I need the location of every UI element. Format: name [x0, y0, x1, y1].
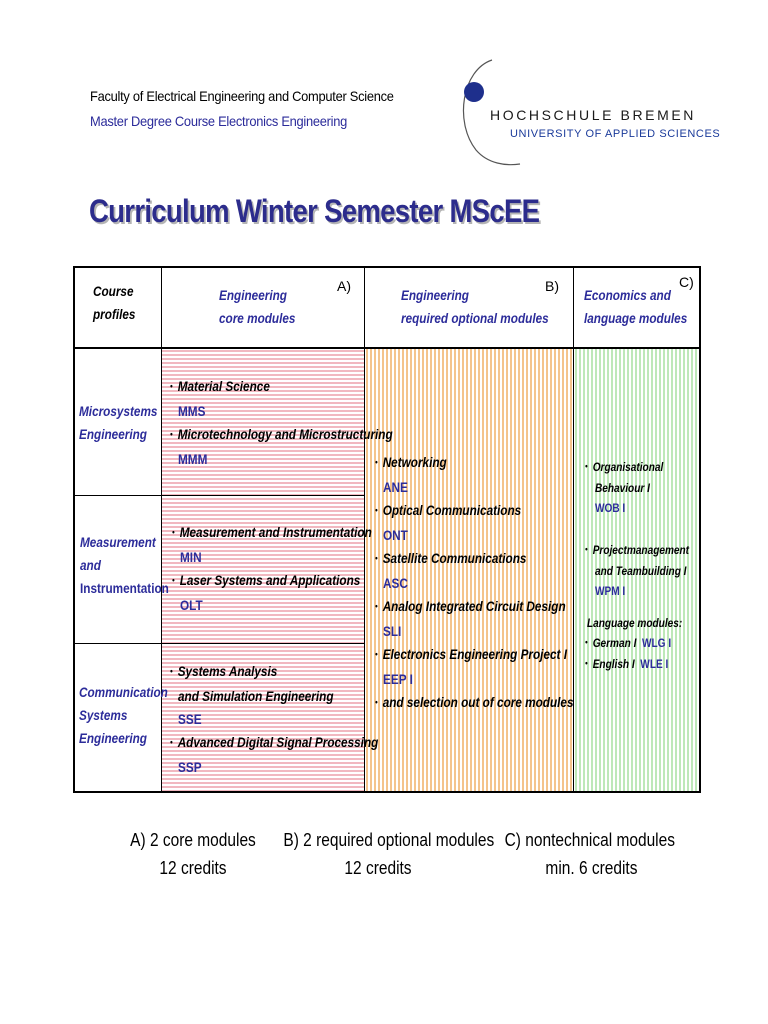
- legend-b: B) 2 required optional modules 12 credits: [283, 830, 495, 878]
- profile-measurement: Measurement and Instrumentation: [80, 534, 169, 596]
- university-logo: [456, 52, 721, 170]
- row-divider-2: [73, 643, 364, 644]
- core-modules-microsystems: • Material Science MMS • Microtechnology and Microstructuring MMM: [170, 378, 393, 467]
- core-modules-measurement: • Measurement and Instrumentation MIN • Laser Systems and Applications OLT: [172, 524, 372, 613]
- course-name: Master Degree Course Electronics Engineering: [90, 113, 348, 129]
- legend-a: A) 2 core modules 12 credits: [130, 830, 256, 878]
- header-divider: [73, 347, 701, 349]
- table-border-left: [73, 266, 75, 793]
- optional-modules-list: • Networking ANE • Optical Communications ONT • Satellite Communications ASC • Analog Integrated Circuit Design SLI • Electronics Engineering Project I EEP I • and selection out of core modules: [375, 454, 574, 710]
- table-border-top: [73, 266, 701, 268]
- legend-c: C) nontechnical modules min. 6 credits: [504, 830, 675, 878]
- page-title: Curriculum Winter Semester MScEE: [89, 193, 540, 229]
- course-profiles-header: Course profiles: [93, 283, 136, 322]
- logo-name: HOCHSCHULE BREMEN: [490, 107, 696, 123]
- economics-modules-header: Economics and language modules: [584, 287, 688, 326]
- label-b: B): [545, 278, 559, 294]
- curriculum-table: [73, 266, 701, 793]
- core-modules-header: Engineering core modules: [219, 287, 296, 326]
- economics-modules-list: • Organisational Behaviour I WOB I • Projectmanagement and Teambuilding I WPM I Language modules: • German I WLG I • English I WLE I: [585, 460, 690, 671]
- core-modules-communication: • Systems Analysis and Simulation Engineering SSE • Advanced Digital Signal Processing SSP: [170, 663, 379, 775]
- logo-subtitle: UNIVERSITY OF APPLIED SCIENCES: [510, 128, 721, 140]
- profile-communication: Communication Systems Engineering: [79, 684, 168, 746]
- table-border-bottom: [73, 791, 701, 793]
- profile-microsystems: Microsystems Engineering: [79, 403, 158, 442]
- label-c: C): [679, 274, 694, 290]
- row-divider-1: [73, 495, 364, 496]
- optional-modules-header: Engineering required optional modules: [401, 287, 549, 326]
- label-a: A): [337, 278, 351, 294]
- faculty-name: Faculty of Electrical Engineering and Computer Science: [90, 88, 394, 104]
